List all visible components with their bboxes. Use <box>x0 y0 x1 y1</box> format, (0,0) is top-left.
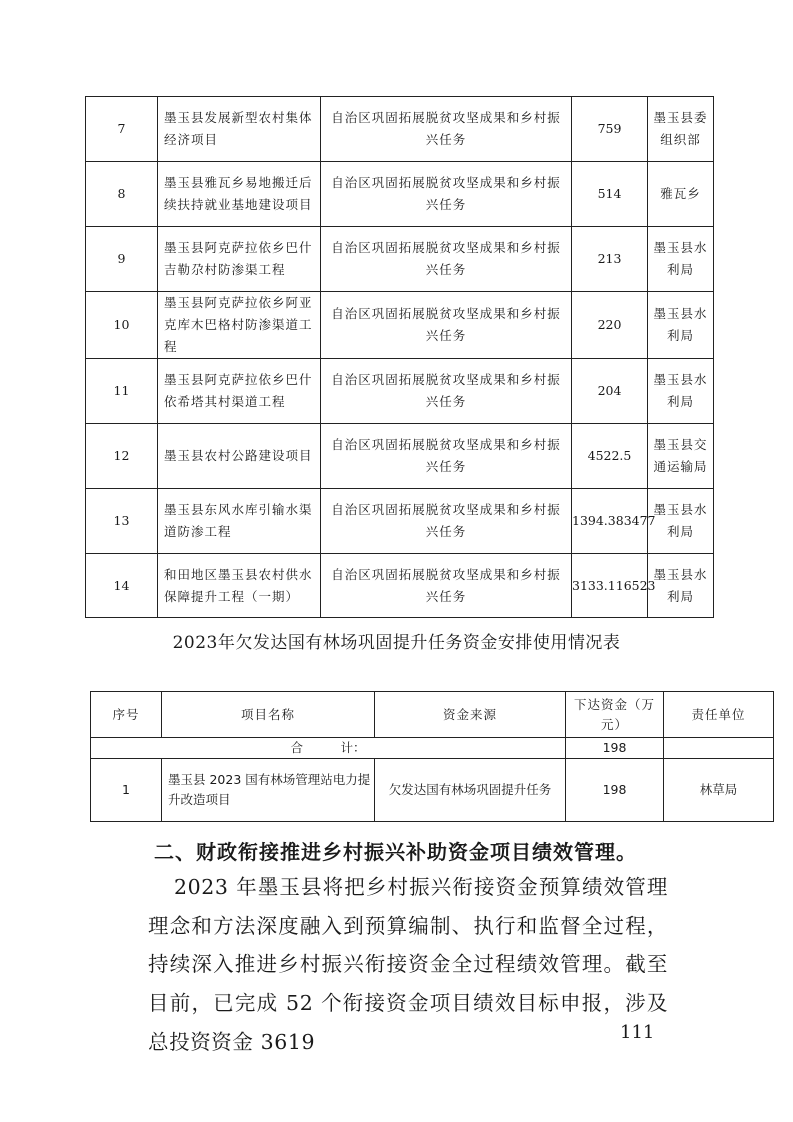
fund-source: 自治区巩固拓展脱贫攻坚成果和乡村振兴任务 <box>321 554 572 618</box>
table-row <box>86 162 714 227</box>
header-unit: 责任单位 <box>664 692 774 738</box>
responsible-unit: 墨玉县水利局 <box>648 359 714 424</box>
project-name: 墨玉县农村公路建设项目 <box>158 424 321 489</box>
total-unit-empty <box>664 738 774 759</box>
row-number: 1 <box>91 759 162 822</box>
project-name: 墨玉县雅瓦乡易地搬迁后续扶持就业基地建设项目 <box>158 162 321 227</box>
header-fund-source: 资金来源 <box>375 692 566 738</box>
header-amount: 下达资金（万元） <box>566 692 664 738</box>
table-title: 2023年欠发达国有林场巩固提升任务资金安排使用情况表 <box>172 633 621 653</box>
row-number: 7 <box>86 97 158 162</box>
fund-source: 自治区巩固拓展脱贫攻坚成果和乡村振兴任务 <box>321 424 572 489</box>
responsible-unit: 墨玉县水利局 <box>648 292 714 359</box>
row-number: 12 <box>86 424 158 489</box>
fund-amount: 198 <box>566 759 664 822</box>
table-header-row <box>91 692 774 738</box>
header-project-name: 项目名称 <box>162 692 375 738</box>
responsible-unit: 雅瓦乡 <box>648 162 714 227</box>
fund-source: 自治区巩固拓展脱贫攻坚成果和乡村振兴任务 <box>321 359 572 424</box>
project-name: 墨玉县东风水库引输水渠道防渗工程 <box>158 489 321 554</box>
table-row <box>91 759 774 822</box>
table-row <box>86 424 714 489</box>
fund-source: 自治区巩固拓展脱贫攻坚成果和乡村振兴任务 <box>321 489 572 554</box>
body-paragraph <box>148 868 668 1062</box>
paragraph-text: 2023 年墨玉县将把乡村振兴衔接资金预算绩效管理理念和方法深度融入到预算编制、执行和监督全过程，持续深入推进乡村振兴衔接资金全过程绩效管理。截至目前，已完成 52 个衔接资金项目绩效目标申报，涉及总投资资金 3619 <box>148 875 668 1054</box>
fund-source: 欠发达国有林场巩固提升任务 <box>375 759 566 822</box>
responsible-unit: 墨玉县交通运输局 <box>648 424 714 489</box>
responsible-unit: 墨玉县水利局 <box>648 554 714 618</box>
fund-source: 自治区巩固拓展脱贫攻坚成果和乡村振兴任务 <box>321 292 572 359</box>
fund-amount: 759 <box>572 97 648 162</box>
total-row <box>91 738 774 759</box>
fund-source: 自治区巩固拓展脱贫攻坚成果和乡村振兴任务 <box>321 97 572 162</box>
table-row <box>86 554 714 618</box>
table-row <box>86 359 714 424</box>
responsible-unit: 林草局 <box>664 759 774 822</box>
section-heading: 二、财政衔接推进乡村振兴补助资金项目绩效管理。 <box>154 840 637 864</box>
row-number: 11 <box>86 359 158 424</box>
project-name: 和田地区墨玉县农村供水保障提升工程（一期） <box>158 554 321 618</box>
row-number: 10 <box>86 292 158 359</box>
fund-source: 自治区巩固拓展脱贫攻坚成果和乡村振兴任务 <box>321 227 572 292</box>
row-number: 8 <box>86 162 158 227</box>
forest-farm-funding-table <box>90 691 774 822</box>
fund-amount: 204 <box>572 359 648 424</box>
row-number: 13 <box>86 489 158 554</box>
total-label: 合 计： <box>91 738 566 759</box>
responsible-unit: 墨玉县水利局 <box>648 489 714 554</box>
project-name: 墨玉县 2023 国有林场管理站电力提升改造项目 <box>162 759 375 822</box>
fund-amount: 514 <box>572 162 648 227</box>
project-name: 墨玉县发展新型农村集体经济项目 <box>158 97 321 162</box>
responsible-unit: 墨玉县委组织部 <box>648 97 714 162</box>
funding-table-continued <box>85 96 714 618</box>
project-name: 墨玉县阿克萨拉依乡巴什依希塔其村渠道工程 <box>158 359 321 424</box>
project-name: 墨玉县阿克萨拉依乡巴什吉勒尕村防渗渠工程 <box>158 227 321 292</box>
project-name: 墨玉县阿克萨拉依乡阿亚克库木巴格村防渗渠道工程 <box>158 292 321 359</box>
row-number: 14 <box>86 554 158 618</box>
fund-amount: 220 <box>572 292 648 359</box>
fund-amount: 213 <box>572 227 648 292</box>
responsible-unit: 墨玉县水利局 <box>648 227 714 292</box>
fund-amount: 3133.116523 <box>572 554 648 618</box>
fund-amount: 1394.383477 <box>572 489 648 554</box>
fund-amount: 4522.5 <box>572 424 648 489</box>
page-number: 111 <box>620 1022 655 1043</box>
table-row <box>86 227 714 292</box>
table-row <box>86 292 714 359</box>
header-no: 序号 <box>91 692 162 738</box>
row-number: 9 <box>86 227 158 292</box>
table-row <box>86 97 714 162</box>
table-row <box>86 489 714 554</box>
total-amount: 198 <box>566 738 664 759</box>
fund-source: 自治区巩固拓展脱贫攻坚成果和乡村振兴任务 <box>321 162 572 227</box>
